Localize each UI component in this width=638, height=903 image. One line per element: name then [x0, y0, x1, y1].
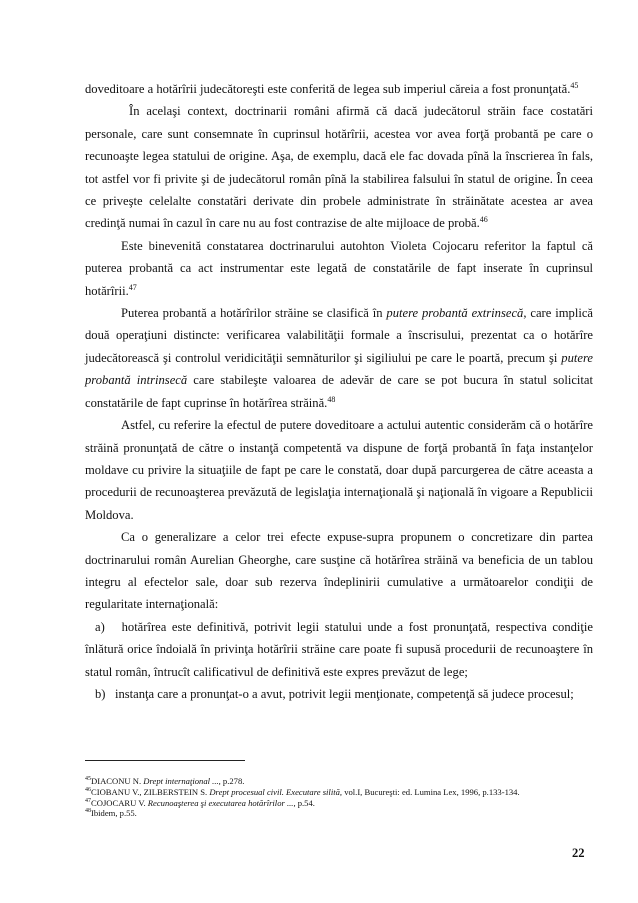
emphasis-extrinsic: putere probantă extrinsecă — [386, 306, 524, 321]
footnote-ref-47[interactable]: 47 — [128, 282, 137, 292]
footnote-45: $^{45}$DIACONU N. Drept internaţional ..., p.278. — [85, 776, 245, 786]
footnote-ref-45[interactable]: 45 — [570, 80, 579, 90]
footnotes — [85, 776, 605, 819]
footnote-48: $^{48}$Ibidem, p.55. — [85, 808, 137, 819]
footnote-ref-46[interactable]: 46 — [479, 215, 488, 225]
list-item-b: b) instanţa care a pronunţat-o a avut, potrivit legii menţionate, competenţă să judece procesul; — [95, 686, 574, 701]
paragraph-2: În acelaşi context, doctrinarii români afirmă că dacă judecătorul străin face costatări personale, care sunt consemnate în cuprinsul hotărîrii, acestea vor avea forţă probantă pe care o recunoaşte legea statului de origine. Aşa, de exemplu, dacă ele fac dovada pînă la înscrierea în fals, tot astfel vor fi privite şi de judecătorul român pînă la stabilirea falsului în statul de origine. În ceea ce priveşte celelalte constatări derivate din probele administrate în străinătate acestea ar avea credinţă numai în cazul în care nu au fost contrazise de alte mijloace de probă.$^{46}$ — [85, 104, 593, 231]
footnote-separator — [85, 760, 245, 761]
list-item-a: a) hotărîrea este definitivă, potrivit legii statului unde a fost pronunţată, respectiva condiţie înlătură orice îndoială în privinţa hotărîrii străine care poate fi supusă procedurii de recunoaştere în statul român, întrucît calificativul de definitivă este expres prevăzut de lege; — [85, 619, 593, 679]
footnote-46: $^{46}$CIOBANU V., ZILBERSTEIN S. Drept procesual civil. Executare silită, vol.I, Bucureşti: ed. Lumina Lex, 1996, p.133-134. — [85, 786, 520, 797]
paragraph-6: Ca o generalizare a celor trei efecte expuse-supra propunem o concretizare din partea doctrinarului român Aurelian Gheorghe, care susţine că hotărîrea străină va beneficia de un tablou integru al efectelor sale, doar sub rezerva îndeplinirii cumulative a următoarelor condiţii de regularitate internaţională: — [85, 530, 593, 612]
footnote-47: $^{47}$COJOCARU V. Recunoaşterea şi executarea hotărîrilor ..., p.54. — [85, 797, 315, 808]
paragraph-3: Este binevenită constatarea doctrinarului autohton Violeta Cojocaru referitor la faptul că puterea probantă ca act instrumentar este legată de constatările de fapt inserate în cuprinsul hotărîrii.$^{47}$ — [85, 238, 593, 298]
footnote-ref-48[interactable]: 48 — [327, 394, 336, 404]
emphasis-intrinsic: putere probantă intrinsecă — [85, 350, 593, 388]
conditions-list — [85, 616, 593, 706]
paragraph-5: Astfel, cu referire la efectul de putere doveditoare a actului autentic considerăm că o hotărîre străină pronunţată de către o instanţă competentă va dispune de forţă probantă în faţa instanţelor moldave cu privire la situaţiile de fapt pe care le constată, doar după parcurgerea de către aceasta a procedurii de recunoaşterea prevăzută de legislaţia internaţională şi naţională în vigoare a Republicii Moldova. — [85, 418, 593, 522]
paragraph-4: Puterea probantă a hotărîrilor străine se clasifică în putere probantă extrinsecă, care implică două operaţiuni distincte: verificarea valabilităţii formale a înscrisului, prezentat ca o hotărîre judecătorească şi controlul veridicităţii semnăturilor şi sigiliului pe care le poartă, precum şi putere probantă intrinsecă care stabileşte valoarea de adevăr de care se pot bucura în statul solicitat constatările de fapt cuprinse în hotărîrea străină.$^{48}$ — [85, 306, 594, 410]
body-text — [85, 78, 593, 705]
page-number: 22 — [572, 846, 585, 860]
paragraph-1: doveditoare a hotărîrii judecătoreşti este conferită de legea sub imperiul căreia a fost pronunţată.$^{45}$ — [85, 80, 579, 96]
